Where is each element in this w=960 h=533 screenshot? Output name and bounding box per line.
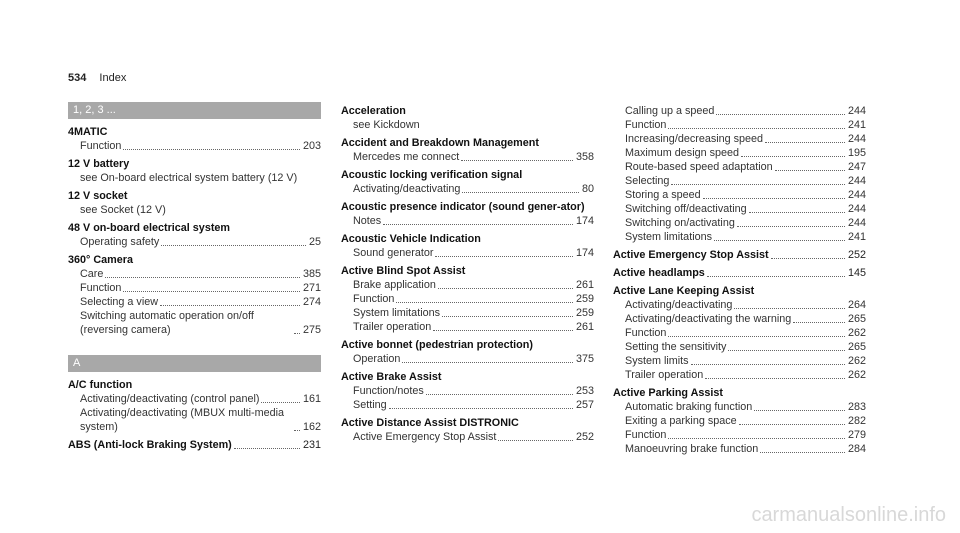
entry-group — [341, 104, 594, 444]
page-ref: 161 — [302, 393, 321, 405]
page-ref: 262 — [847, 369, 866, 381]
dot-leader — [383, 224, 573, 225]
page-ref: 253 — [575, 385, 594, 397]
index-entry — [68, 125, 321, 153]
sub-entry-label: Trailer operation — [353, 321, 432, 333]
index-heading: Acoustic presence indicator (sound gener-ator) — [341, 201, 585, 213]
index-heading: Active Distance Assist DISTRONIC — [341, 417, 519, 429]
page-ref: 145 — [847, 267, 866, 279]
index-entry — [341, 416, 594, 444]
dot-leader — [498, 440, 573, 441]
page-ref: 259 — [575, 293, 594, 305]
sub-entry — [68, 309, 321, 337]
sub-entry-label: Function/notes — [353, 385, 424, 397]
page-ref: 259 — [575, 307, 594, 319]
sub-entry — [613, 202, 866, 216]
sub-entry — [341, 182, 594, 196]
sub-entry-label: Function — [80, 282, 122, 294]
page-ref: 271 — [302, 282, 321, 294]
index-heading: Acoustic Vehicle Indication — [341, 233, 481, 245]
sub-entry — [68, 235, 321, 249]
dot-leader — [161, 245, 306, 246]
dot-leader — [716, 114, 845, 115]
sub-entry — [341, 292, 594, 306]
sub-entry-label: Activating/deactivating (control panel) — [80, 393, 260, 405]
page-ref: 261 — [575, 279, 594, 291]
dot-leader — [234, 448, 300, 449]
sub-entry-label: Switching on/activating — [625, 217, 735, 229]
watermark: carmanualsonline.info — [751, 504, 946, 526]
index-entry — [68, 438, 321, 452]
page-ref: 264 — [847, 299, 866, 311]
dot-leader — [691, 364, 845, 365]
sub-entry — [341, 320, 594, 334]
sub-entry — [613, 312, 866, 326]
sub-entry-label: System limitations — [625, 231, 712, 243]
page-ref: 252 — [575, 431, 594, 443]
dot-leader — [734, 308, 845, 309]
sub-entry — [613, 146, 866, 160]
index-heading: Active Brake Assist — [341, 371, 442, 383]
dot-leader — [765, 142, 845, 143]
dot-leader — [462, 192, 579, 193]
dot-leader — [294, 430, 300, 431]
sub-entry-label: Active Emergency Stop Assist — [353, 431, 497, 443]
dot-leader — [671, 184, 845, 185]
index-entry — [341, 232, 594, 260]
sub-entry — [613, 298, 866, 312]
dot-leader — [775, 170, 845, 171]
sub-entry — [68, 139, 321, 153]
sub-entry-label: Switching automatic operation on/off (reversing camera) — [80, 310, 254, 336]
index-heading: 12 V socket — [68, 190, 128, 202]
dot-leader — [739, 424, 845, 425]
dot-leader — [160, 305, 300, 306]
page-ref: 162 — [302, 421, 321, 433]
dot-leader — [402, 362, 573, 363]
sub-entry-label: Calling up a speed — [625, 105, 715, 117]
page-ref: 241 — [847, 231, 866, 243]
sub-entry — [613, 188, 866, 202]
sub-entry-label: Operation — [353, 353, 401, 365]
sub-entry-label: Operating safety — [80, 236, 160, 248]
sub-entry — [613, 340, 866, 354]
sub-entry-label: System limits — [625, 355, 689, 367]
index-entry — [68, 189, 321, 217]
index-heading: Active headlamps — [613, 267, 705, 279]
page-ref: 282 — [847, 415, 866, 427]
index-heading: Active Parking Assist — [613, 387, 724, 399]
sub-entry-label: Setting — [353, 399, 387, 411]
page-ref: 262 — [847, 327, 866, 339]
sub-entry — [613, 104, 866, 118]
sub-entry — [613, 132, 866, 146]
dot-leader — [707, 276, 845, 277]
sub-entry-label: Function — [625, 429, 667, 441]
sub-entry-label: Function — [625, 119, 667, 131]
sub-entry-label: Exiting a parking space — [625, 415, 737, 427]
sub-entry-label: Increasing/decreasing speed — [625, 133, 764, 145]
index-heading: A/C function — [68, 379, 133, 391]
index-heading: Acoustic locking verification signal — [341, 169, 523, 181]
sub-entry-label: Setting the sensitivity — [625, 341, 727, 353]
page-title: Index — [99, 72, 127, 84]
sub-entry-label: Care — [80, 268, 104, 280]
page-ref: 247 — [847, 161, 866, 173]
dot-leader — [754, 410, 845, 411]
index-entry — [341, 264, 594, 334]
dot-leader — [438, 288, 573, 289]
page-ref: 203 — [302, 140, 321, 152]
dot-leader — [705, 378, 845, 379]
page-ref: 244 — [847, 203, 866, 215]
sub-entry — [68, 295, 321, 309]
sub-entry-label: Switching off/deactivating — [625, 203, 747, 215]
sub-entry — [613, 216, 866, 230]
index-heading: Accident and Breakdown Management — [341, 137, 539, 149]
index-heading: 48 V on-board electrical system — [68, 222, 231, 234]
dot-leader — [741, 156, 845, 157]
page-ref: 261 — [575, 321, 594, 333]
entry-group — [613, 104, 866, 456]
sub-entry-label: Function — [353, 293, 395, 305]
index-heading: 12 V battery — [68, 158, 130, 170]
sub-entry — [68, 392, 321, 406]
dot-leader — [737, 226, 845, 227]
index-entry — [68, 157, 321, 185]
index-entry — [613, 248, 866, 262]
index-heading-row — [68, 438, 321, 452]
page-ref: 283 — [847, 401, 866, 413]
page-header — [68, 72, 126, 84]
sub-entry — [341, 384, 594, 398]
sub-entry — [341, 246, 594, 260]
sub-entry-label: Selecting a view — [80, 296, 159, 308]
dot-leader — [123, 149, 300, 150]
page-ref: 244 — [847, 133, 866, 145]
index-entry — [68, 378, 321, 434]
sub-entry — [341, 150, 594, 164]
dot-leader — [668, 128, 845, 129]
sub-entry-label: Activating/deactivating (MBUX multi-media system) — [80, 407, 285, 433]
page-ref: 195 — [847, 147, 866, 159]
page-ref: 275 — [302, 324, 321, 336]
index-entry — [613, 266, 866, 280]
page-number: 534 — [68, 72, 87, 84]
sub-entry — [68, 281, 321, 295]
sub-entry-label: Function — [80, 140, 122, 152]
dot-leader — [714, 240, 845, 241]
index-entry — [341, 200, 594, 228]
page-ref: 252 — [847, 249, 866, 261]
sub-entry-label: System limitations — [353, 307, 440, 319]
page-ref: 284 — [847, 443, 866, 455]
sub-entry — [341, 352, 594, 366]
dot-leader — [668, 336, 845, 337]
index-entry — [341, 136, 594, 164]
page-ref: 385 — [302, 268, 321, 280]
sub-entry-label: Selecting — [625, 175, 670, 187]
entry-group — [68, 125, 321, 337]
page-ref: 174 — [575, 215, 594, 227]
sub-entry — [613, 400, 866, 414]
sub-entry — [613, 174, 866, 188]
dot-leader — [442, 316, 573, 317]
sub-entry-label: Notes — [353, 215, 382, 227]
sub-entry-label: Automatic braking function — [625, 401, 753, 413]
sub-entry — [341, 278, 594, 292]
index-column-1 — [68, 102, 321, 456]
sub-entry-label: Mercedes me connect — [353, 151, 460, 163]
sub-entry-label: Maximum design speed — [625, 147, 740, 159]
sub-entry-label: Activating/deactivating the warning — [625, 313, 792, 325]
index-entry — [68, 221, 321, 249]
dot-leader — [760, 452, 845, 453]
sub-entry-label: Function — [625, 327, 667, 339]
dot-leader — [461, 160, 573, 161]
sub-entry — [613, 442, 866, 456]
sub-entry — [613, 118, 866, 132]
dot-leader — [793, 322, 845, 323]
see-reference: see Socket (12 V) — [80, 204, 166, 216]
sub-entry — [341, 398, 594, 412]
page-ref: 244 — [847, 105, 866, 117]
sub-entry — [341, 214, 594, 228]
page-ref: 279 — [847, 429, 866, 441]
page-ref: 174 — [575, 247, 594, 259]
page-ref: 244 — [847, 175, 866, 187]
page-ref: 257 — [575, 399, 594, 411]
sub-entry — [613, 354, 866, 368]
sub-entry-label: Activating/deactivating — [353, 183, 461, 195]
index-heading: Active Emergency Stop Assist — [613, 249, 769, 261]
dot-leader — [389, 408, 573, 409]
index-entry — [613, 104, 866, 244]
dot-leader — [396, 302, 573, 303]
sub-entry-label: Storing a speed — [625, 189, 701, 201]
index-entry — [341, 370, 594, 412]
index-heading: Active bonnet (pedestrian protection) — [341, 339, 533, 351]
sub-entry — [613, 160, 866, 174]
index-entry — [68, 253, 321, 337]
index-entry — [613, 386, 866, 456]
index-column-2 — [341, 104, 594, 448]
page-ref: 231 — [302, 439, 321, 451]
dot-leader — [728, 350, 845, 351]
sub-entry-label: Activating/deactivating — [625, 299, 733, 311]
dot-leader — [435, 256, 573, 257]
page-ref: 265 — [847, 313, 866, 325]
sub-entry — [341, 430, 594, 444]
index-entry — [613, 284, 866, 382]
dot-leader — [294, 333, 300, 334]
page-ref: 244 — [847, 217, 866, 229]
entry-group — [68, 378, 321, 452]
dot-leader — [105, 277, 300, 278]
sub-entry — [341, 306, 594, 320]
sub-entry-label: Manoeuvring brake function — [625, 443, 759, 455]
sub-entry — [68, 406, 321, 434]
index-heading: 360° Camera — [68, 254, 133, 266]
index-heading: ABS (Anti-lock Braking System) — [68, 439, 232, 451]
index-heading: 4MATIC — [68, 126, 108, 138]
sub-entry — [68, 267, 321, 281]
sub-entry-label: Sound generator — [353, 247, 434, 259]
index-entry — [341, 104, 594, 132]
dot-leader — [261, 402, 300, 403]
sub-entry — [613, 368, 866, 382]
sub-entry-label: Trailer operation — [625, 369, 704, 381]
dot-leader — [123, 291, 300, 292]
page-ref: 274 — [302, 296, 321, 308]
sub-entry — [613, 414, 866, 428]
page-ref: 244 — [847, 189, 866, 201]
index-entry — [341, 168, 594, 196]
dot-leader — [433, 330, 573, 331]
see-reference: see On-board electrical system battery (12 V) — [80, 172, 298, 184]
section-header: 1, 2, 3 ... — [68, 102, 321, 119]
page-ref: 265 — [847, 341, 866, 353]
dot-leader — [749, 212, 845, 213]
index-heading: Active Lane Keeping Assist — [613, 285, 755, 297]
index-column-3 — [613, 104, 866, 460]
see-reference: see Kickdown — [353, 119, 420, 131]
dot-leader — [771, 258, 845, 259]
sub-entry — [613, 326, 866, 340]
dot-leader — [703, 198, 845, 199]
index-heading-row — [613, 248, 866, 262]
sub-entry — [613, 230, 866, 244]
page-ref: 375 — [575, 353, 594, 365]
index-heading-row — [613, 266, 866, 280]
page-ref: 358 — [575, 151, 594, 163]
page-ref: 262 — [847, 355, 866, 367]
index-heading: Acceleration — [341, 105, 406, 117]
sub-entry-label: Route-based speed adaptation — [625, 161, 773, 173]
sub-entry — [613, 428, 866, 442]
dot-leader — [426, 394, 573, 395]
section-header: A — [68, 355, 321, 372]
page-ref: 241 — [847, 119, 866, 131]
index-heading: Active Blind Spot Assist — [341, 265, 466, 277]
sub-entry-label: Brake application — [353, 279, 436, 291]
page-ref: 80 — [581, 183, 594, 195]
page-ref: 25 — [308, 236, 321, 248]
index-entry — [341, 338, 594, 366]
dot-leader — [668, 438, 845, 439]
